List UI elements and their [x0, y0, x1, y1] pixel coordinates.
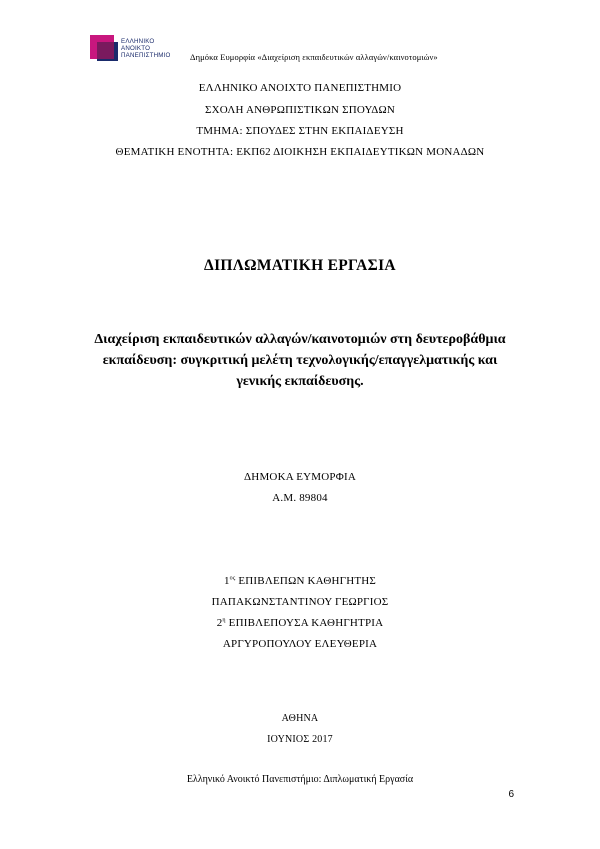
running-head: Δημόκα Ευμορφία «Διαχείριση εκπαιδευτικών αλλαγών/καινοτομιών»	[190, 52, 438, 62]
university-name: ΕΛΛΗΝΙΚΟ ΑΝΟΙΧΤΟ ΠΑΝΕΠΙΣΤΗΜΙΟ	[198, 82, 402, 94]
student-id: Α.Μ. 89804	[272, 492, 328, 504]
page-number: 6	[508, 789, 514, 800]
logo-text-line: ΕΛΛΗΝΙΚΟ	[121, 38, 155, 45]
first-supervisor-name: ΠΑΠΑΚΩΝΣΤΑΝΤΙΝΟΥ ΓΕΩΡΓΙΟΣ	[211, 596, 389, 608]
ordinal: 1	[223, 575, 230, 587]
document-type-title: ΔΙΠΛΩΜΑΤΙΚΗ ΕΡΓΑΣΙΑ	[204, 257, 396, 274]
university-logo	[90, 35, 185, 63]
date: ΙΟΥΝΙΟΣ 2017	[267, 734, 333, 745]
thesis-title-line: Διαχείριση εκπαιδευτικών αλλαγών/καινοτομιών στη δευτεροβάθμια	[94, 332, 506, 347]
page-footer: Ελληνικό Ανοικτό Πανεπιστήμιο: Διπλωματική Εργασία	[186, 774, 414, 785]
logo-text	[121, 38, 171, 59]
role-label: ΕΠΙΒΛΕΠΟΥΣΑ ΚΑΘΗΓΗΤΡΙΑ	[225, 617, 384, 629]
author-name: ΔΗΜΟΚΑ ΕΥΜΟΡΦΙΑ	[244, 471, 356, 483]
school-name: ΣΧΟΛΗ ΑΝΘΡΩΠΙΣΤΙΚΩΝ ΣΠΟΥΔΩΝ	[204, 104, 396, 116]
second-supervisor-name: ΑΡΓΥΡΟΠΟΥΛΟΥ ΕΛΕΥΘΕΡΙΑ	[222, 638, 378, 650]
module-name: ΘΕΜΑΤΙΚΗ ΕΝΟΤΗΤΑ: ΕΚΠ62 ΔΙΟΙΚΗΣΗ ΕΚΠΑΙΔΕΥΤΙΚΩΝ ΜΟΝΑΔΩΝ	[115, 146, 485, 158]
logo-text-line: ΠΑΝΕΠΙΣΤΗΜΙΟ	[121, 52, 171, 59]
thesis-title	[0, 329, 600, 392]
role-label: ΕΠΙΒΛΕΠΩΝ ΚΑΘΗΓΗΤΗΣ	[235, 575, 377, 587]
ordinal-suffix: η	[222, 617, 226, 624]
ordinal-suffix: ος	[229, 575, 236, 582]
place: ΑΘΗΝΑ	[281, 713, 319, 724]
logo-mark-icon	[90, 35, 118, 61]
logo-text-line: ΑΝΟΙΚΤΟ	[121, 45, 151, 52]
department-name: ΤΜΗΜΑ: ΣΠΟΥΔΕΣ ΣΤΗΝ ΕΚΠΑΙΔΕΥΣΗ	[196, 125, 404, 137]
ordinal: 2	[216, 617, 223, 629]
first-supervisor-role	[0, 575, 600, 587]
second-supervisor-role	[0, 617, 600, 629]
thesis-title-line: γενικής εκπαίδευσης.	[236, 374, 364, 389]
thesis-title-line: εκπαίδευση: συγκριτική μελέτη τεχνολογικής/επαγγελματικής και	[102, 353, 498, 368]
